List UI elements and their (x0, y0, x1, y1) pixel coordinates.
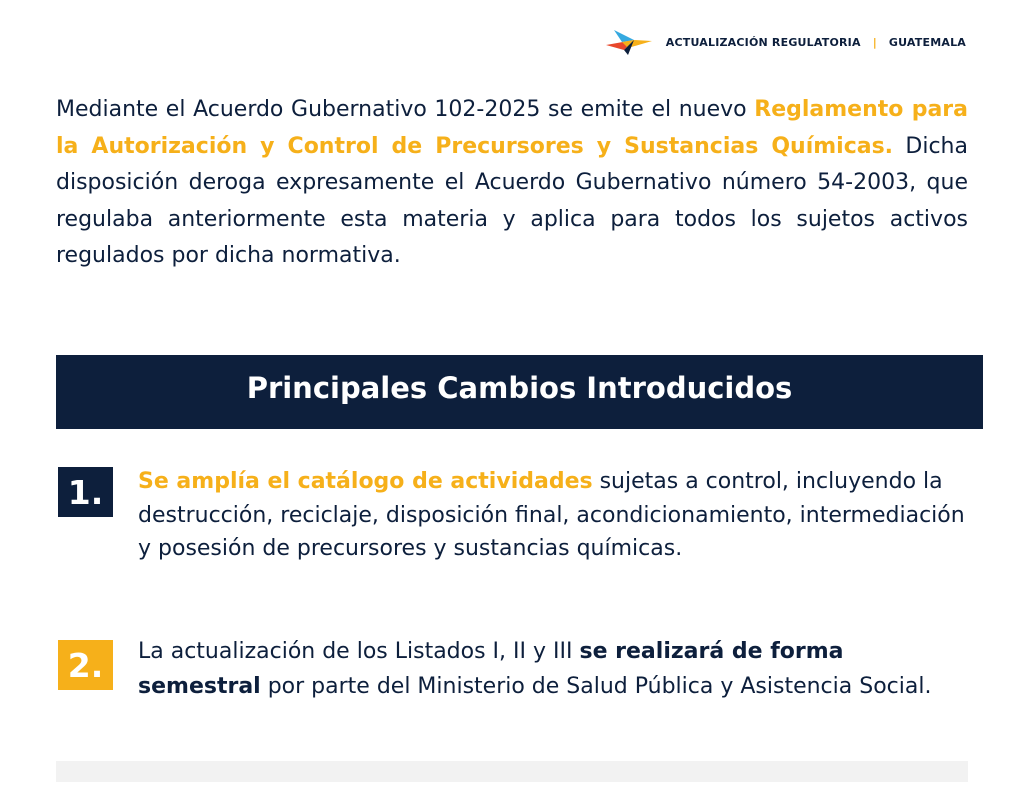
paper-plane-logo-icon (604, 28, 656, 56)
item-highlight: Se amplía el catálogo de actividades (138, 469, 593, 494)
item-text (138, 465, 968, 566)
item-text-part1: La actualización de los Listados I, II y III (138, 639, 580, 664)
item-number-badge: 2. (58, 640, 113, 690)
header-section-label: ACTUALIZACIÓN REGULATORIA (665, 35, 861, 49)
section-banner-title: Principales Cambios Introducidos (246, 371, 793, 405)
intro-paragraph (56, 92, 968, 275)
item-text-part2: por parte del Ministerio de Salud Pública y Asistencia Social. (260, 674, 932, 699)
item-text-rest: sujetas a control, incluyendo la destrucción, reciclaje, disposición final, acondicionamiento, intermediación y posesión de precursores y sustancias químicas. (138, 469, 965, 561)
item-text (138, 634, 968, 704)
section-banner (56, 355, 983, 429)
page-header (604, 28, 966, 56)
intro-text-part1: Mediante el Acuerdo Gubernativo 102-2025 se emite el nuevo (56, 97, 755, 122)
header-separator: | (872, 35, 877, 49)
item-bold-text: se realizará de forma semestral (138, 639, 844, 699)
intro-highlight: Reglamento para la Autorización y Control de Precursores y Sustancias Químicas. (56, 97, 968, 159)
item-number-badge: 1. (58, 467, 113, 517)
intro-text-part2: Dicha disposición deroga expresamente el Acuerdo Gubernativo número 54-2003, que regulaba anteriormente esta materia y aplica para todos los sujetos activos regulados por dicha normativa. (56, 133, 968, 269)
header-country-label: GUATEMALA (888, 35, 966, 49)
footer-bar (56, 761, 968, 782)
